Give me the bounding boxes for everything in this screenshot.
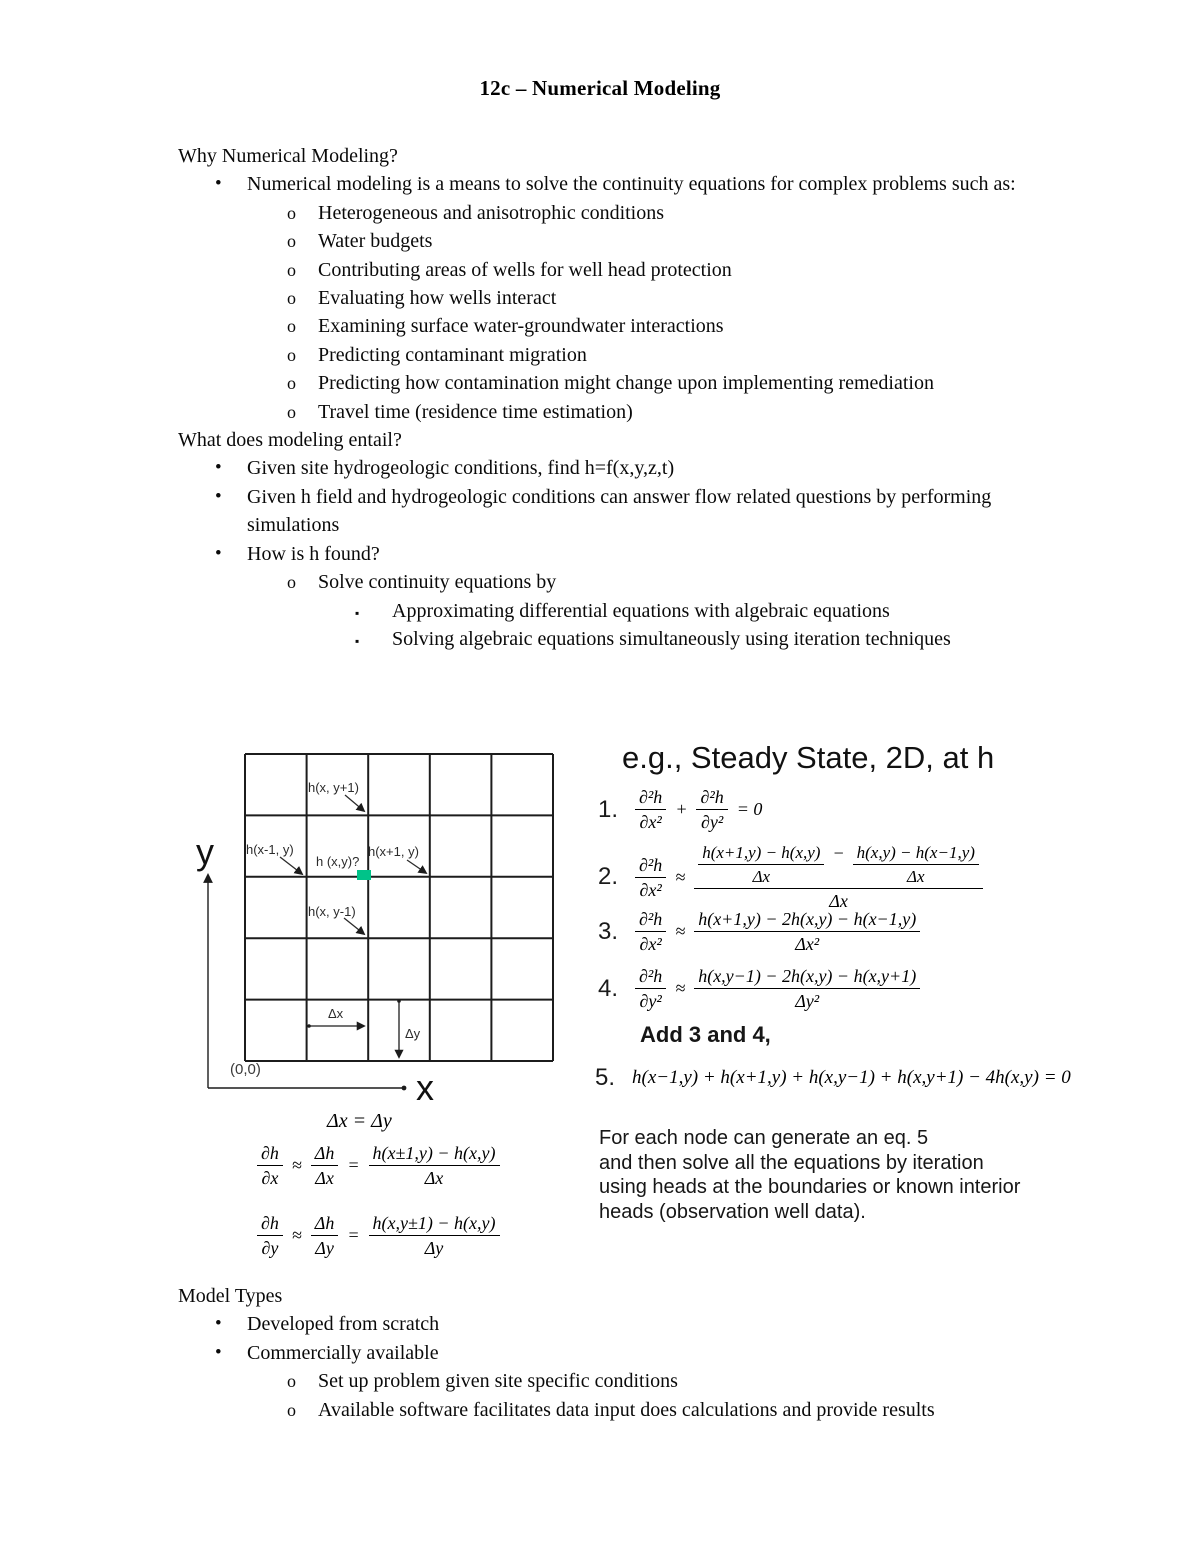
circle-marker: o <box>287 288 296 309</box>
list-item-text: How is h found? <box>247 542 380 565</box>
frac-den: Δx <box>315 1168 334 1188</box>
list-item-text: Set up problem given site specific conditions <box>318 1370 678 1393</box>
equation-number: 2. <box>598 863 619 890</box>
paragraph-line: For each node can generate an eq. 5 <box>599 1127 929 1149</box>
bullet-marker: • <box>215 173 222 195</box>
frac-den: ∂x² <box>639 879 662 900</box>
equation-1 <box>598 786 762 833</box>
plus-sign: + <box>675 799 688 819</box>
list-item <box>178 597 1023 625</box>
list-item <box>178 170 1023 198</box>
list-item <box>178 284 1023 312</box>
node-label-top: h(x, y+1) <box>308 780 359 795</box>
unknown-node-marker <box>357 870 371 880</box>
x-axis-label: x <box>416 1067 434 1108</box>
frac-den: Δx <box>752 867 771 886</box>
equals-sign: = <box>347 1225 360 1245</box>
frac-den: ∂x² <box>639 934 662 954</box>
circle-marker: o <box>287 202 296 223</box>
list-item-text: Solve continuity equations by <box>318 571 557 594</box>
minus-sign: − <box>832 843 845 863</box>
paragraph-line: and then solve all the equations by iteration <box>599 1151 984 1174</box>
paragraph-line: heads (observation well data). <box>599 1200 866 1223</box>
list-item <box>178 483 1023 540</box>
example-heading: e.g., Steady State, 2D, at h <box>622 740 995 775</box>
frac-den: Δx² <box>795 934 820 954</box>
frac-num: h(x,y−1) − 2h(x,y) − h(x,y+1) <box>694 965 920 989</box>
finite-difference-x-equation <box>257 1142 500 1189</box>
circle-marker: o <box>287 259 296 280</box>
frac-den: Δy² <box>795 991 820 1011</box>
list-item-text: Available software facilitates data input does calculations and provide results <box>318 1398 935 1421</box>
equation-number: 4. <box>598 974 619 1002</box>
section-heading-entail: What does modeling entail? <box>178 429 402 452</box>
list-item <box>178 312 1023 340</box>
node-label-bottom: h(x, y-1) <box>308 904 356 919</box>
frac-num: h(x,y±1) − h(x,y) <box>369 1212 500 1236</box>
circle-marker: o <box>287 231 296 252</box>
list-item <box>178 1310 1023 1338</box>
list-item <box>178 369 1023 397</box>
circle-marker: o <box>287 1399 296 1420</box>
add-3-and-4-note: Add 3 and 4, <box>640 1022 771 1047</box>
list-item-text: Commercially available <box>247 1341 439 1364</box>
bullet-marker: • <box>215 1313 222 1335</box>
frac-den: ∂y² <box>639 991 662 1011</box>
dy-arrow <box>397 999 401 1057</box>
frac-num: Δh <box>311 1142 339 1166</box>
list-item <box>178 256 1023 284</box>
frac-den: Δy <box>315 1238 334 1258</box>
list-item <box>178 1367 1023 1395</box>
dx-arrow <box>307 1024 364 1028</box>
frac-den: ∂x² <box>639 812 662 832</box>
equals-sign: = <box>347 1155 360 1175</box>
list-item-text: Solving algebraic equations simultaneously using iteration techniques <box>392 627 951 650</box>
equation-3 <box>598 908 920 955</box>
frac-num: h(x+1,y) − h(x,y) <box>698 842 824 865</box>
bullet-marker: • <box>215 1341 222 1363</box>
frac-den: Δx <box>424 1168 444 1188</box>
circle-marker: o <box>287 316 296 337</box>
equals-zero: = 0 <box>736 799 763 819</box>
frac-num: ∂²h <box>635 854 666 878</box>
list-item-text: Predicting how contamination might change upon implementing remediation <box>318 372 934 395</box>
list-item <box>178 341 1023 369</box>
bullet-marker: • <box>215 542 222 564</box>
node-label-left: h(x-1, y) <box>246 842 294 857</box>
dx-equals-dy: Δx = Δy <box>327 1110 392 1132</box>
circle-marker: o <box>287 401 296 422</box>
equation-number: 3. <box>598 917 619 945</box>
list-item-text: Contributing areas of wells for well head protection <box>318 258 732 281</box>
y-axis-label: y <box>196 831 214 872</box>
bullet-marker: • <box>215 457 222 479</box>
list-item-text: Examining surface water-groundwater interactions <box>318 315 724 338</box>
list-item-text: Numerical modeling is a means to solve the continuity equations for complex problems such as: <box>247 173 1016 196</box>
list-item <box>178 540 1023 568</box>
equation-4 <box>598 965 920 1012</box>
outline-bottom <box>178 1282 1023 1424</box>
frac-num: ∂h <box>257 1142 283 1166</box>
list-item-text: Predicting contaminant migration <box>318 343 587 366</box>
circle-marker: o <box>287 1371 296 1392</box>
list-item-text: Given site hydrogeologic conditions, find h=f(x,y,z,t) <box>247 457 675 480</box>
list-item <box>178 1339 1023 1367</box>
frac-num: h(x±1,y) − h(x,y) <box>369 1142 500 1166</box>
equation-5 <box>595 1064 1071 1092</box>
list-item <box>178 568 1023 596</box>
iteration-paragraph <box>599 1126 1039 1224</box>
list-item-text: Given h field and hydrogeologic conditions can answer flow related questions by performing simulations <box>247 485 992 537</box>
frac-den: Δx <box>907 867 925 886</box>
equation-2 <box>598 842 983 912</box>
frac-num: ∂²h <box>635 908 666 932</box>
frac-den: Δy <box>424 1238 444 1258</box>
list-item <box>178 625 1023 653</box>
circle-marker: o <box>287 373 296 394</box>
page-title: 12c – Numerical Modeling <box>479 76 721 100</box>
approx-sign: ≈ <box>675 978 686 998</box>
approx-sign: ≈ <box>291 1225 302 1245</box>
square-marker: ▪ <box>355 633 360 648</box>
list-item-text: Water budgets <box>318 230 433 253</box>
list-item-text: Heterogeneous and anisotrophic conditions <box>318 201 665 224</box>
approx-sign: ≈ <box>675 866 686 887</box>
frac-num: Δh <box>311 1212 339 1236</box>
square-marker: ▪ <box>355 605 360 620</box>
frac-num: ∂h <box>257 1212 283 1236</box>
list-item-text: Approximating differential equations with algebraic equations <box>392 599 890 622</box>
paragraph-line: using heads at the boundaries or known interior <box>599 1176 1021 1198</box>
section-heading-why: Why Numerical Modeling? <box>178 145 398 167</box>
equation-number: 1. <box>598 795 619 823</box>
frac-num: h(x,y) − h(x−1,y) <box>853 842 979 865</box>
frac-den: ∂y <box>261 1238 279 1258</box>
finite-difference-y-equation <box>257 1212 500 1259</box>
node-label-center: h (x,y)? <box>316 854 360 869</box>
frac-num: ∂²h <box>635 786 666 810</box>
list-item <box>178 398 1023 426</box>
list-item <box>178 199 1023 227</box>
dy-label: Δy <box>405 1026 421 1041</box>
frac-den: ∂y² <box>700 812 724 832</box>
frac-den: Δx <box>829 891 848 911</box>
equation-body: h(x−1,y) + h(x+1,y) + h(x,y−1) + h(x,y+1) − 4h(x,y) = 0 <box>632 1067 1071 1088</box>
frac-num: ∂²h <box>696 786 727 810</box>
list-item-text: Developed from scratch <box>247 1313 440 1336</box>
frac-den: ∂x <box>261 1168 279 1188</box>
list-item-text: Travel time (residence time estimation) <box>318 400 633 423</box>
outline-top <box>178 142 1023 653</box>
list-item-text: Evaluating how wells interact <box>318 287 557 310</box>
circle-marker: o <box>287 572 296 593</box>
list-item <box>178 1396 1023 1424</box>
frac-num: h(x+1,y) − 2h(x,y) − h(x−1,y) <box>694 908 920 932</box>
approx-sign: ≈ <box>291 1155 302 1175</box>
frac-num: ∂²h <box>635 965 666 989</box>
section-heading-model-types: Model Types <box>178 1285 283 1307</box>
origin-label: (0,0) <box>230 1061 261 1078</box>
bullet-marker: • <box>215 485 222 507</box>
circle-marker: o <box>287 344 296 365</box>
finite-difference-grid-figure <box>180 742 612 1110</box>
list-item <box>178 454 1023 482</box>
approx-sign: ≈ <box>675 921 686 941</box>
dx-label: Δx <box>328 1006 344 1021</box>
list-item <box>178 227 1023 255</box>
equation-number: 5. <box>595 1064 616 1091</box>
node-label-right: h(x+1, y) <box>368 844 419 859</box>
